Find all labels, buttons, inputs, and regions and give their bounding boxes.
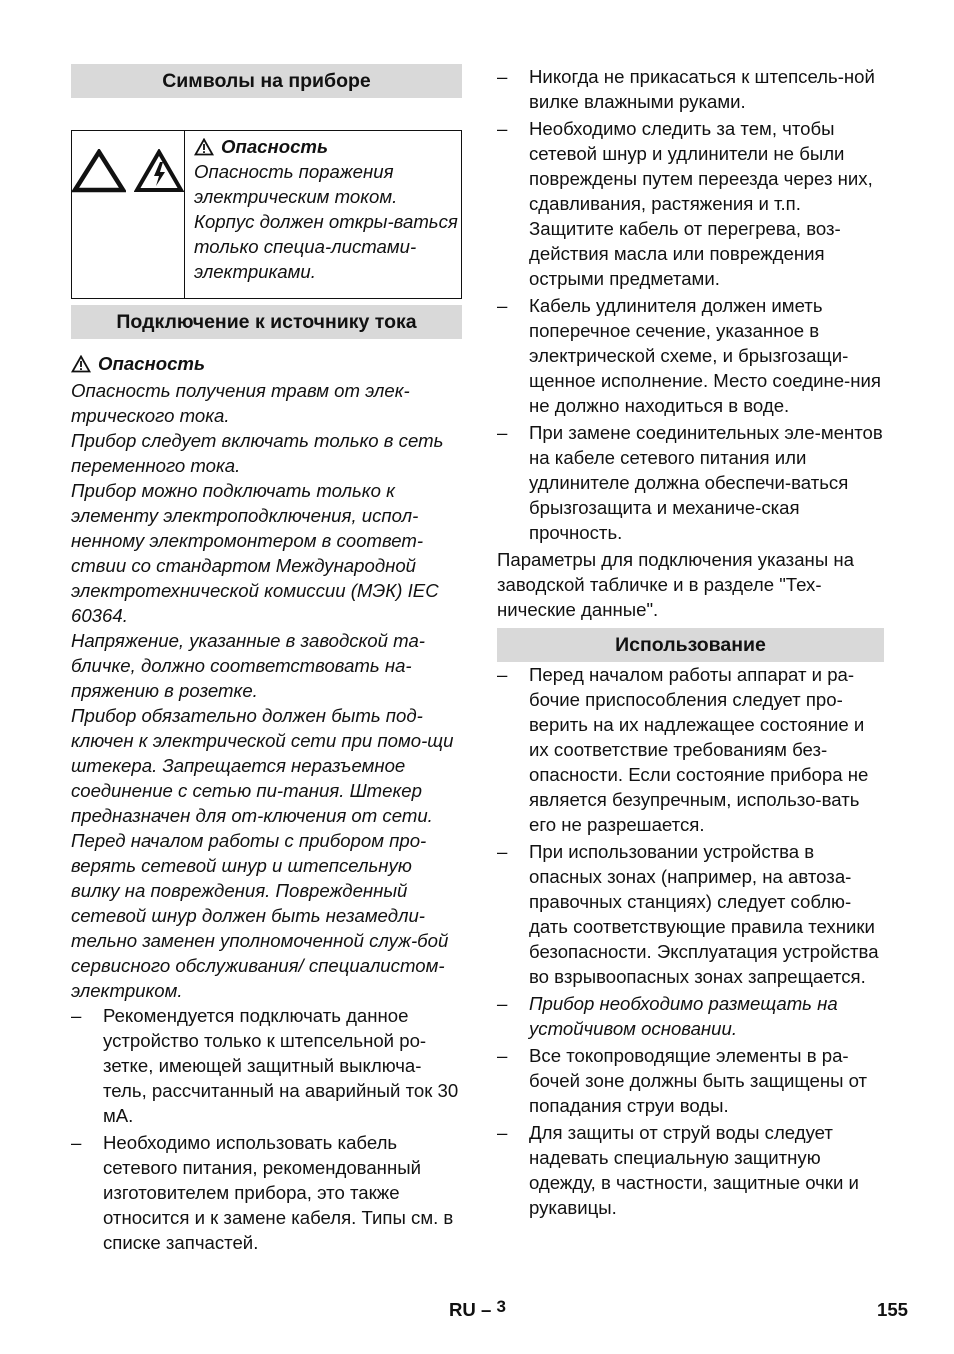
list-item bbox=[497, 1043, 884, 1118]
section-heading-usage: Использование bbox=[497, 628, 884, 662]
electric-hazard-icon bbox=[134, 149, 184, 193]
list-dash: – bbox=[71, 1005, 82, 1026]
list-dash: – bbox=[497, 422, 508, 443]
danger-heading bbox=[71, 351, 462, 376]
warning-small-icon bbox=[71, 355, 91, 373]
right-column bbox=[497, 64, 884, 1222]
warning-title: Опасность bbox=[221, 136, 329, 157]
list-item bbox=[497, 839, 884, 989]
connection-parameters-text: Параметры для подключения указаны на заводской табличке и в разделе "Тех-нические данные". bbox=[497, 549, 854, 620]
warning-triangle-icon bbox=[72, 149, 126, 193]
list-item bbox=[497, 116, 884, 291]
danger-paragraph: Опасность получения травм от элек-трического тока. bbox=[71, 380, 410, 426]
footer-section-label bbox=[449, 1297, 506, 1321]
danger-paragraph: Прибор следует включать только в сеть переменного тока. bbox=[71, 430, 444, 476]
list-dash: – bbox=[497, 1122, 508, 1143]
list-item bbox=[497, 991, 884, 1041]
usage-list bbox=[497, 662, 884, 1220]
power-list-left bbox=[71, 1003, 462, 1255]
section-heading-power: Подключение к источнику тока bbox=[71, 305, 462, 339]
list-item-text: При использовании устройства в опасных зонах (например, на автоза-правочных станциях) следует соблю-дать соответствующие правила техники безопасности. Эксплуатация устройства во взрывоопасных зонах запрещается. bbox=[529, 841, 879, 987]
list-item-text: Для защиты от струй воды следует надевать специальную защитную одежду, в частности, защитные очки и рукавицы. bbox=[529, 1122, 859, 1218]
danger-block bbox=[71, 351, 462, 1003]
list-dash: – bbox=[497, 993, 508, 1014]
list-item-text: Никогда не прикасаться к штепсель-ной вилке влажными руками. bbox=[529, 66, 875, 112]
danger-paragraph: Напряжение, указанные в заводской та-бличке, должно соответствовать на-пряжению в розетке. bbox=[71, 630, 425, 701]
page-number: 155 bbox=[877, 1299, 909, 1320]
symbols-icon-cell bbox=[72, 131, 185, 298]
list-item-text: При замене соединительных эле-ментов на кабеле сетевого питания или удлинителе должна обеспечи-ваться брызгозащита и механиче-ская прочность. bbox=[529, 422, 883, 543]
list-item-text: Кабель удлинителя должен иметь поперечное сечение, указанное в электрической схеме, и брызгозащи-щенное исполнение. Место соедине-ния не должно находиться в воде. bbox=[529, 295, 881, 416]
symbols-table bbox=[71, 130, 462, 299]
list-dash: – bbox=[497, 1045, 508, 1066]
list-item bbox=[71, 1003, 462, 1128]
list-dash: – bbox=[497, 118, 508, 139]
symbols-text-cell bbox=[185, 131, 461, 298]
warning-small-icon bbox=[194, 138, 214, 156]
left-column bbox=[71, 64, 462, 1257]
list-dash: – bbox=[497, 841, 508, 862]
list-item bbox=[497, 64, 884, 114]
list-item-text: Необходимо следить за тем, чтобы сетевой шнур и удлинители не были повреждены путем переезда через них, сдавливания, растяжения и т.п. Защитите кабель от перегрева, воз-действия масла или повреждения острыми предметами. bbox=[529, 118, 873, 289]
list-item bbox=[497, 420, 884, 545]
list-dash: – bbox=[497, 664, 508, 685]
list-item bbox=[497, 662, 884, 837]
list-item-text: Рекомендуется подключать данное устройство только к штепсельной ро-зетке, имеющей защитный выключа-тель, рассчитанный на аварийный ток 30 мА. bbox=[103, 1005, 459, 1126]
danger-paragraph: Перед началом работы с прибором про-верять сетевой шнур и штепсельную вилку на повреждения. Поврежденный сетевой шнур должен быть незамедли-тельно заменен уполномоченной служ-бой сервисного обслуживания/ специалистом-электриком. bbox=[71, 830, 449, 1001]
power-list-right bbox=[497, 64, 884, 545]
footer-lang: RU – bbox=[449, 1299, 492, 1320]
danger-paragraph: Прибор обязательно должен быть под-ключен к электрической сети при помо-щи штекера. Запрещается неразъемное соединение с сетью пи-тания. Штекер предназначен для от-ключения от сети. bbox=[71, 705, 454, 826]
list-item bbox=[71, 1130, 462, 1255]
warning-heading bbox=[194, 134, 461, 159]
list-item bbox=[497, 293, 884, 418]
danger-paragraph: Прибор можно подключать только к элементу электроподключения, испол-ненному электромонтером в соответ-ствии со стандартом Международной электротехнической комиссии (МЭК) IEC 60364. bbox=[71, 480, 439, 626]
warning-text: Опасность поражения электрическим током. Корпус должен откры-ваться только специа-листами-электриками. bbox=[194, 161, 458, 282]
section-heading-symbols: Символы на приборе bbox=[71, 64, 462, 98]
danger-title: Опасность bbox=[98, 353, 206, 374]
list-item bbox=[497, 1120, 884, 1220]
list-item-text: Перед началом работы аппарат и ра-бочие приспособления следует про-верить на их надлежащее состояние и их соответствие требованиям без-опасности. Если состояние прибора не является безупречным, использо-вать его не разрешается. bbox=[529, 664, 869, 835]
list-dash: – bbox=[71, 1132, 82, 1153]
list-dash: – bbox=[497, 66, 508, 87]
list-dash: – bbox=[497, 295, 508, 316]
list-item-text: Все токопроводящие элементы в ра-бочей зоне должны быть защищены от попадания струи воды. bbox=[529, 1045, 868, 1116]
list-item-text: Прибор необходимо размещать на устойчивом основании. bbox=[529, 993, 838, 1039]
list-item-text: Необходимо использовать кабель сетевого питания, рекомендованный изготовителем прибора, это также относится и к замене кабеля. Типы см. в списке запчастей. bbox=[103, 1132, 454, 1253]
footer-section-page: 3 bbox=[496, 1297, 507, 1316]
